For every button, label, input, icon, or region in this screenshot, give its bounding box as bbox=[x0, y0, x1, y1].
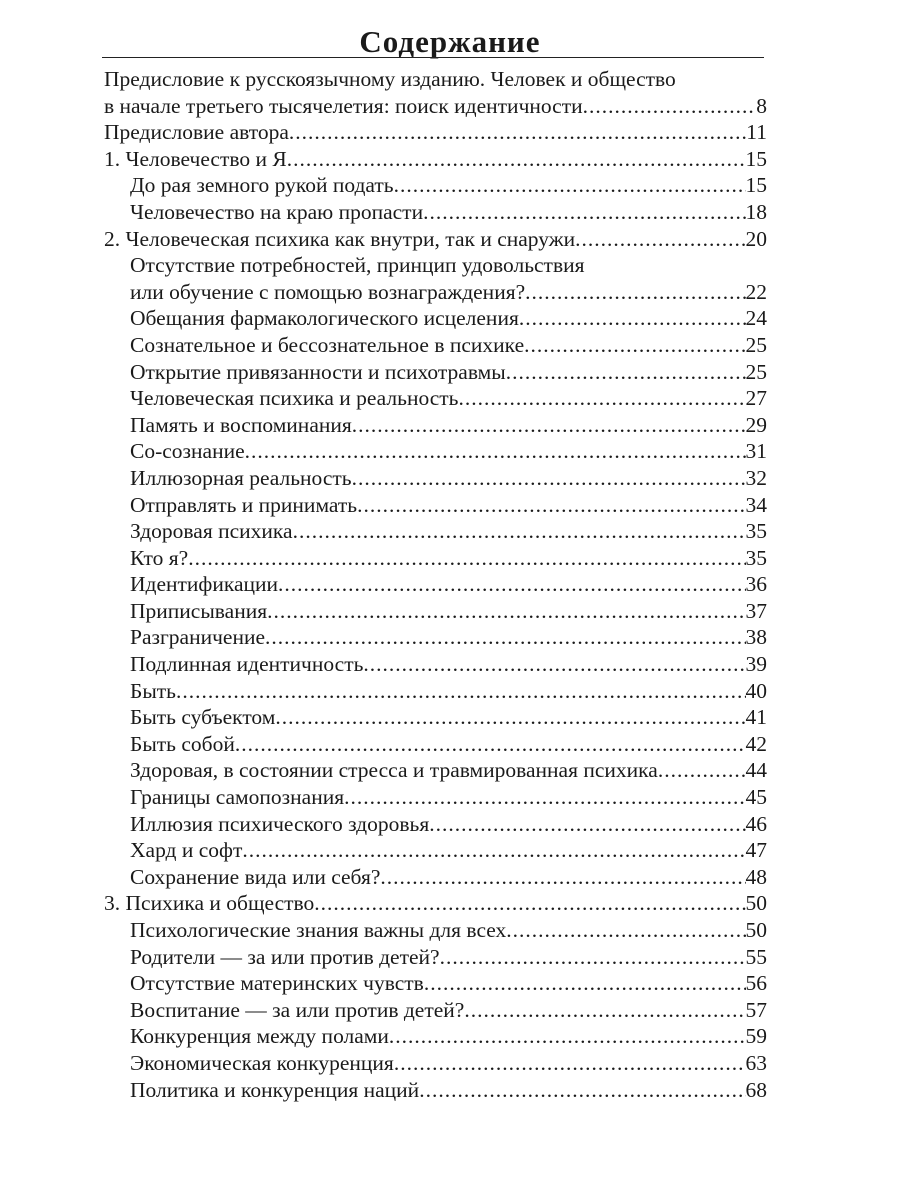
toc-page-number: 20 bbox=[745, 226, 767, 251]
toc-page-number: 24 bbox=[745, 306, 767, 331]
toc-entry bbox=[130, 624, 900, 651]
toc-leader-dots bbox=[423, 199, 745, 226]
toc-entry-title: Открытие привязанности и психотравмы bbox=[130, 359, 506, 384]
toc-entry bbox=[130, 997, 900, 1024]
toc-leader-dots bbox=[525, 279, 745, 306]
toc-page-number: 59 bbox=[745, 1024, 767, 1049]
toc-page-number: 50 bbox=[745, 918, 767, 942]
toc-page-number: 55 bbox=[745, 944, 767, 969]
toc-leader-dots bbox=[275, 704, 745, 731]
toc-entry-title: Идентификации bbox=[130, 572, 279, 597]
toc-leader-dots bbox=[176, 678, 746, 705]
toc-leader-dots bbox=[265, 624, 745, 651]
toc-entry bbox=[130, 199, 900, 226]
toc-entry-title: Предисловие автора bbox=[104, 120, 289, 145]
toc-page-number: 11 bbox=[746, 120, 767, 145]
toc-entry-title: Психологические знания важны для всех bbox=[130, 918, 507, 942]
toc-entry bbox=[130, 518, 900, 545]
toc-leader-dots bbox=[419, 1077, 745, 1104]
toc-entry-title: Человечество на краю пропасти bbox=[130, 199, 424, 224]
toc-entry-title-line1: Отсутствие потребностей, принцип удовольствия bbox=[130, 253, 585, 278]
toc-page-number: 37 bbox=[745, 598, 767, 623]
toc-page-number: 47 bbox=[745, 838, 767, 863]
toc-leader-dots bbox=[583, 93, 757, 120]
toc-page-number: 15 bbox=[745, 173, 767, 198]
toc-entry-title: Подлинная идентичность bbox=[130, 652, 364, 677]
toc-leader-dots bbox=[188, 545, 745, 572]
toc-entry-title: Воспитание — за или против детей? bbox=[130, 997, 465, 1022]
toc-page-number: 41 bbox=[745, 705, 767, 730]
toc-entry bbox=[104, 890, 900, 917]
table-of-contents bbox=[0, 66, 900, 1103]
toc-entry bbox=[130, 704, 900, 731]
toc-entry-title: Человеческая психика и реальность bbox=[130, 386, 459, 411]
toc-entry bbox=[130, 811, 900, 838]
toc-page-number: 40 bbox=[745, 678, 767, 703]
toc-entry bbox=[130, 492, 900, 519]
toc-page-number: 46 bbox=[745, 811, 767, 836]
toc-entry bbox=[130, 864, 900, 891]
toc-page-number: 36 bbox=[745, 572, 767, 597]
toc-entry-title: Здоровая психика bbox=[130, 519, 293, 544]
toc-leader-dots bbox=[524, 332, 745, 359]
toc-leader-dots bbox=[658, 757, 746, 784]
title-rule bbox=[102, 57, 764, 58]
toc-entry bbox=[130, 757, 900, 784]
toc-entry-title: 3. Психика и общество bbox=[104, 891, 315, 916]
toc-page-number: 8 bbox=[756, 93, 767, 118]
toc-entry-title: Отправлять и принимать bbox=[130, 492, 358, 517]
toc-page-number: 56 bbox=[745, 971, 767, 996]
toc-entry-title: Хард и софт bbox=[130, 838, 243, 863]
toc-leader-dots bbox=[575, 226, 745, 253]
toc-page-number: 29 bbox=[745, 412, 767, 437]
toc-page-number: 32 bbox=[745, 465, 767, 490]
toc-leader-dots bbox=[344, 784, 745, 811]
toc-entry bbox=[130, 465, 900, 492]
toc-page-number: 44 bbox=[745, 758, 767, 783]
toc-entry-title: Быть bbox=[130, 678, 176, 703]
toc-page-number: 39 bbox=[745, 652, 767, 677]
toc-leader-dots bbox=[267, 598, 745, 625]
toc-entry bbox=[130, 731, 900, 758]
toc-leader-dots bbox=[506, 359, 746, 386]
toc-entry-title: Со-сознание bbox=[130, 439, 245, 464]
toc-page-number: 31 bbox=[745, 439, 767, 464]
toc-entry bbox=[104, 146, 900, 173]
toc-leader-dots bbox=[293, 518, 746, 545]
toc-page-number: 18 bbox=[745, 199, 767, 224]
toc-entry bbox=[130, 678, 900, 705]
toc-leader-dots bbox=[380, 864, 745, 891]
toc-entry bbox=[130, 412, 900, 439]
toc-entry bbox=[130, 917, 900, 944]
toc-page-number: 25 bbox=[745, 359, 767, 384]
toc-entry bbox=[130, 837, 900, 864]
toc-page-number: 48 bbox=[745, 864, 767, 889]
toc-leader-dots bbox=[352, 412, 746, 439]
toc-entry-title: 2. Человеческая психика как внутри, так и снаружи bbox=[104, 226, 576, 251]
toc-entry-title: Приписывания bbox=[130, 598, 268, 623]
toc-leader-dots bbox=[289, 119, 746, 146]
toc-entry-title: Быть субъектом bbox=[130, 705, 276, 730]
toc-leader-dots bbox=[278, 571, 745, 598]
toc-entry-title: или обучение с помощью вознаграждения? bbox=[130, 279, 526, 304]
toc-leader-dots bbox=[429, 811, 745, 838]
toc-entry bbox=[130, 305, 900, 332]
toc-entry bbox=[130, 1050, 900, 1077]
toc-entry-title-line1: Предисловие к русскоязычному изданию. Человек и общество bbox=[104, 67, 676, 91]
toc-entry-title: Иллюзия психического здоровья bbox=[130, 811, 430, 836]
toc-leader-dots bbox=[287, 146, 746, 173]
toc-leader-dots bbox=[519, 305, 746, 332]
toc-page-number: 22 bbox=[745, 279, 767, 304]
toc-entry-title: Быть собой bbox=[130, 731, 235, 756]
toc-entry bbox=[130, 651, 900, 678]
toc-page-number: 68 bbox=[745, 1077, 767, 1102]
toc-entry-title: Экономическая конкуренция bbox=[130, 1050, 394, 1075]
toc-entry-title: Сохранение вида или себя? bbox=[130, 864, 381, 889]
toc-leader-dots bbox=[424, 970, 746, 997]
toc-entry-title: 1. Человечество и Я bbox=[104, 146, 287, 171]
toc-page-number: 42 bbox=[745, 731, 767, 756]
toc-page-number: 57 bbox=[745, 997, 767, 1022]
toc-leader-dots bbox=[506, 917, 745, 944]
toc-entry bbox=[130, 944, 900, 971]
toc-entry-title: в начале третьего тысячелетия: поиск идентичности bbox=[104, 93, 583, 118]
toc-page-number: 63 bbox=[745, 1050, 767, 1075]
toc-page-number: 38 bbox=[745, 625, 767, 650]
toc-entry-title: Сознательное и бессознательное в психике bbox=[130, 332, 525, 357]
toc-page-number: 34 bbox=[745, 492, 767, 517]
toc-leader-dots bbox=[389, 1023, 746, 1050]
toc-page-number: 27 bbox=[745, 386, 767, 411]
toc-entry bbox=[104, 66, 900, 119]
toc-leader-dots bbox=[394, 172, 746, 199]
toc-entry bbox=[130, 598, 900, 625]
toc-page-number: 15 bbox=[745, 146, 767, 171]
toc-page-number: 35 bbox=[745, 545, 767, 570]
toc-page-number: 45 bbox=[745, 785, 767, 810]
toc-entry bbox=[130, 438, 900, 465]
toc-entry bbox=[130, 359, 900, 386]
toc-entry-title: Границы самопознания bbox=[130, 785, 345, 810]
toc-entry-title: Родители — за или против детей? bbox=[130, 944, 440, 969]
toc-leader-dots bbox=[363, 651, 745, 678]
toc-entry-title: Память и воспоминания bbox=[130, 412, 352, 437]
toc-leader-dots bbox=[235, 731, 746, 758]
toc-entry bbox=[130, 385, 900, 412]
toc-entry-title: До рая земного рукой подать bbox=[130, 173, 394, 198]
toc-entry-title: Отсутствие материнских чувств bbox=[130, 971, 424, 996]
toc-entry-title: Иллюзорная реальность bbox=[130, 465, 352, 490]
toc-entry-title: Политика и конкуренция наций bbox=[130, 1077, 420, 1102]
toc-entry-title: Разграничение bbox=[130, 625, 266, 650]
toc-leader-dots bbox=[357, 492, 745, 519]
toc-entry bbox=[130, 970, 900, 997]
toc-leader-dots bbox=[464, 997, 745, 1024]
toc-entry-title: Конкуренция между полами bbox=[130, 1024, 389, 1049]
toc-entry-title: Обещания фармакологического исцеления bbox=[130, 306, 519, 331]
toc-entry bbox=[130, 784, 900, 811]
toc-entry bbox=[130, 172, 900, 199]
toc-leader-dots bbox=[440, 944, 746, 971]
toc-leader-dots bbox=[242, 837, 745, 864]
toc-leader-dots bbox=[245, 438, 746, 465]
toc-leader-dots bbox=[458, 385, 745, 412]
toc-page-number: 25 bbox=[745, 332, 767, 357]
toc-entry bbox=[104, 119, 900, 146]
toc-entry bbox=[130, 1023, 900, 1050]
toc-entry-title: Кто я? bbox=[130, 545, 189, 570]
toc-entry bbox=[130, 571, 900, 598]
toc-page-number: 35 bbox=[745, 519, 767, 544]
toc-entry-title: Здоровая, в состоянии стресса и травмированная психика bbox=[130, 758, 658, 783]
page-title: Содержание bbox=[359, 24, 541, 59]
toc-entry bbox=[104, 226, 900, 253]
toc-leader-dots bbox=[352, 465, 746, 492]
toc-leader-dots bbox=[314, 890, 745, 917]
toc-entry bbox=[130, 332, 900, 359]
toc-entry bbox=[130, 252, 900, 305]
toc-page-number: 50 bbox=[745, 891, 767, 916]
toc-entry bbox=[130, 1077, 900, 1104]
toc-leader-dots bbox=[394, 1050, 746, 1077]
toc-entry bbox=[130, 545, 900, 572]
